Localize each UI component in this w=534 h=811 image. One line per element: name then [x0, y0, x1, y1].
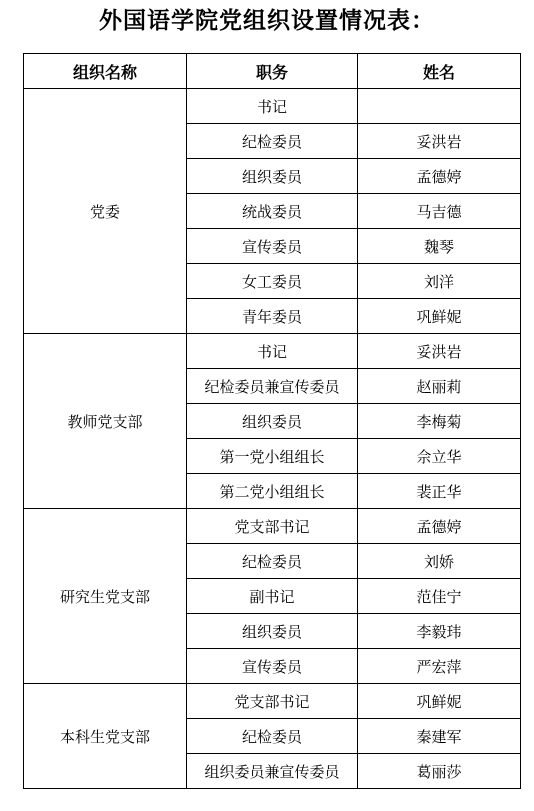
name-cell: 马吉德	[358, 194, 521, 229]
name-cell: 李梅菊	[358, 404, 521, 439]
position-cell: 组织委员	[187, 159, 358, 194]
table-row	[24, 684, 521, 719]
position-cell: 宣传委员	[187, 649, 358, 684]
position-cell: 纪检委员兼宣传委员	[187, 369, 358, 404]
table-row	[24, 334, 521, 369]
header-position: 职务	[187, 54, 358, 89]
table-row	[24, 89, 521, 124]
position-cell: 副书记	[187, 579, 358, 614]
name-cell: 巩鲜妮	[358, 299, 521, 334]
name-cell: 妥洪岩	[358, 124, 521, 159]
header-organization: 组织名称	[24, 54, 187, 89]
position-cell: 纪检委员	[187, 544, 358, 579]
position-cell: 女工委员	[187, 264, 358, 299]
position-cell: 宣传委员	[187, 229, 358, 264]
org-name-cell: 研究生党支部	[24, 509, 187, 684]
name-cell: 裴正华	[358, 474, 521, 509]
position-cell: 组织委员	[187, 614, 358, 649]
name-cell: 妥洪岩	[358, 334, 521, 369]
name-cell: 魏琴	[358, 229, 521, 264]
name-cell: 赵丽莉	[358, 369, 521, 404]
name-cell: 葛丽莎	[358, 754, 521, 789]
org-name-cell: 本科生党支部	[24, 684, 187, 789]
page-title: 外国语学院党组织设置情况表：	[99, 8, 435, 34]
org-name-cell: 党委	[24, 89, 187, 334]
name-cell: 范佳宁	[358, 579, 521, 614]
position-cell: 统战委员	[187, 194, 358, 229]
position-cell: 第一党小组组长	[187, 439, 358, 474]
name-cell: 刘娇	[358, 544, 521, 579]
table-row	[24, 509, 521, 544]
position-cell: 纪检委员	[187, 719, 358, 754]
position-cell: 第二党小组组长	[187, 474, 358, 509]
party-organization-table	[23, 53, 521, 789]
position-cell: 党支部书记	[187, 684, 358, 719]
name-cell: 孟德婷	[358, 159, 521, 194]
name-cell: 巩鲜妮	[358, 684, 521, 719]
position-cell: 组织委员	[187, 404, 358, 439]
position-cell: 党支部书记	[187, 509, 358, 544]
name-cell: 秦建军	[358, 719, 521, 754]
name-cell: 佘立华	[358, 439, 521, 474]
name-cell: 孟德婷	[358, 509, 521, 544]
name-cell: 李毅玮	[358, 614, 521, 649]
table-header-row	[24, 54, 521, 89]
position-cell: 书记	[187, 89, 358, 124]
header-name: 姓名	[358, 54, 521, 89]
position-cell: 组织委员兼宣传委员	[187, 754, 358, 789]
name-cell: 刘洋	[358, 264, 521, 299]
name-cell	[358, 89, 521, 124]
position-cell: 书记	[187, 334, 358, 369]
position-cell: 纪检委员	[187, 124, 358, 159]
position-cell: 青年委员	[187, 299, 358, 334]
org-name-cell: 教师党支部	[24, 334, 187, 509]
name-cell: 严宏萍	[358, 649, 521, 684]
